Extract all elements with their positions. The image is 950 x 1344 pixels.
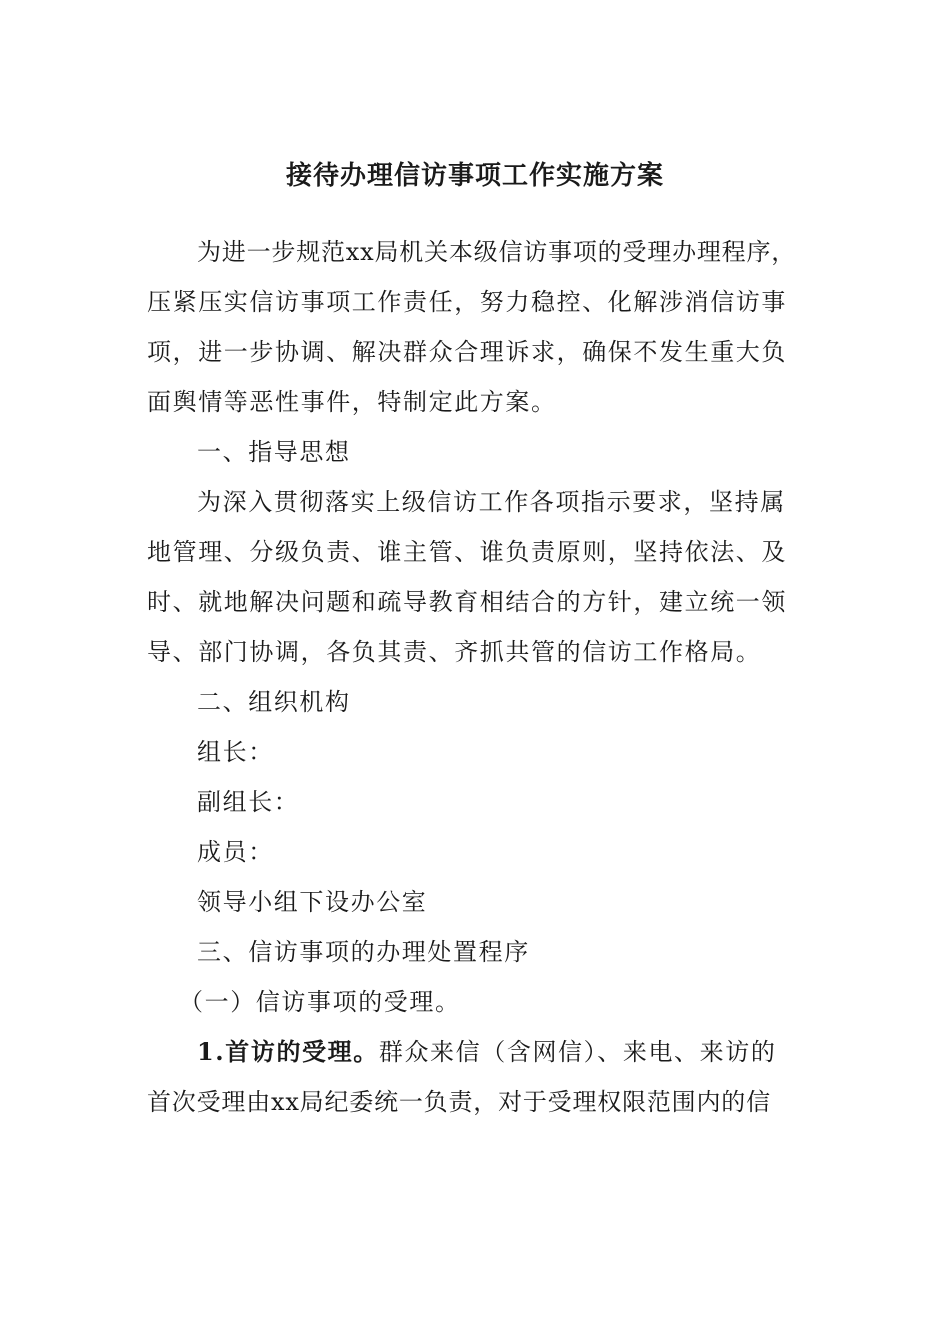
org-field-deputy-leader: 副组长： <box>197 788 300 816</box>
paragraph-line: 首次受理由xx局纪委统一负责，对于受理权限范围内的信 <box>147 1088 771 1116</box>
bold-lead-text: 1.首访的受理。 <box>197 1037 379 1066</box>
paragraph-line: 时、就地解决问题和疏导教育相结合的方针，建立统一领 <box>147 588 787 616</box>
section-heading: 一、指导思想 <box>197 438 351 466</box>
org-field-members: 成员： <box>197 838 274 866</box>
paragraph-line: 为深入贯彻落实上级信访工作各项指示要求，坚持属 <box>197 488 786 516</box>
subsection-heading: （一）信访事项的受理。 <box>179 988 461 1016</box>
paragraph-line: 导、部门协调，各负其责、齐抓共管的信访工作格局。 <box>147 638 762 666</box>
paragraph-line <box>197 1032 776 1072</box>
paragraph-line: 为进一步规范xx局机关本级信访事项的受理办理程序， <box>197 238 797 266</box>
section-heading: 三、信访事项的办理处置程序 <box>197 938 530 966</box>
section-heading: 二、组织机构 <box>197 688 351 716</box>
org-field-leader: 组长： <box>197 738 274 766</box>
paragraph-text: 群众来信（含网信）、来电、来访的 <box>378 1038 777 1066</box>
paragraph-line: 地管理、分级负责、谁主管、谁负责原则，坚持依法、及 <box>147 538 787 566</box>
paragraph-line: 项，进一步协调、解决群众合理诉求，确保不发生重大负 <box>147 338 787 366</box>
org-office-note: 领导小组下设办公室 <box>197 888 428 916</box>
document-title: 接待办理信访事项工作实施方案 <box>285 161 664 191</box>
paragraph-line: 压紧压实信访事项工作责任，努力稳控、化解涉消信访事 <box>147 288 787 316</box>
paragraph-line: 面舆情等恶性事件，特制定此方案。 <box>147 388 557 416</box>
